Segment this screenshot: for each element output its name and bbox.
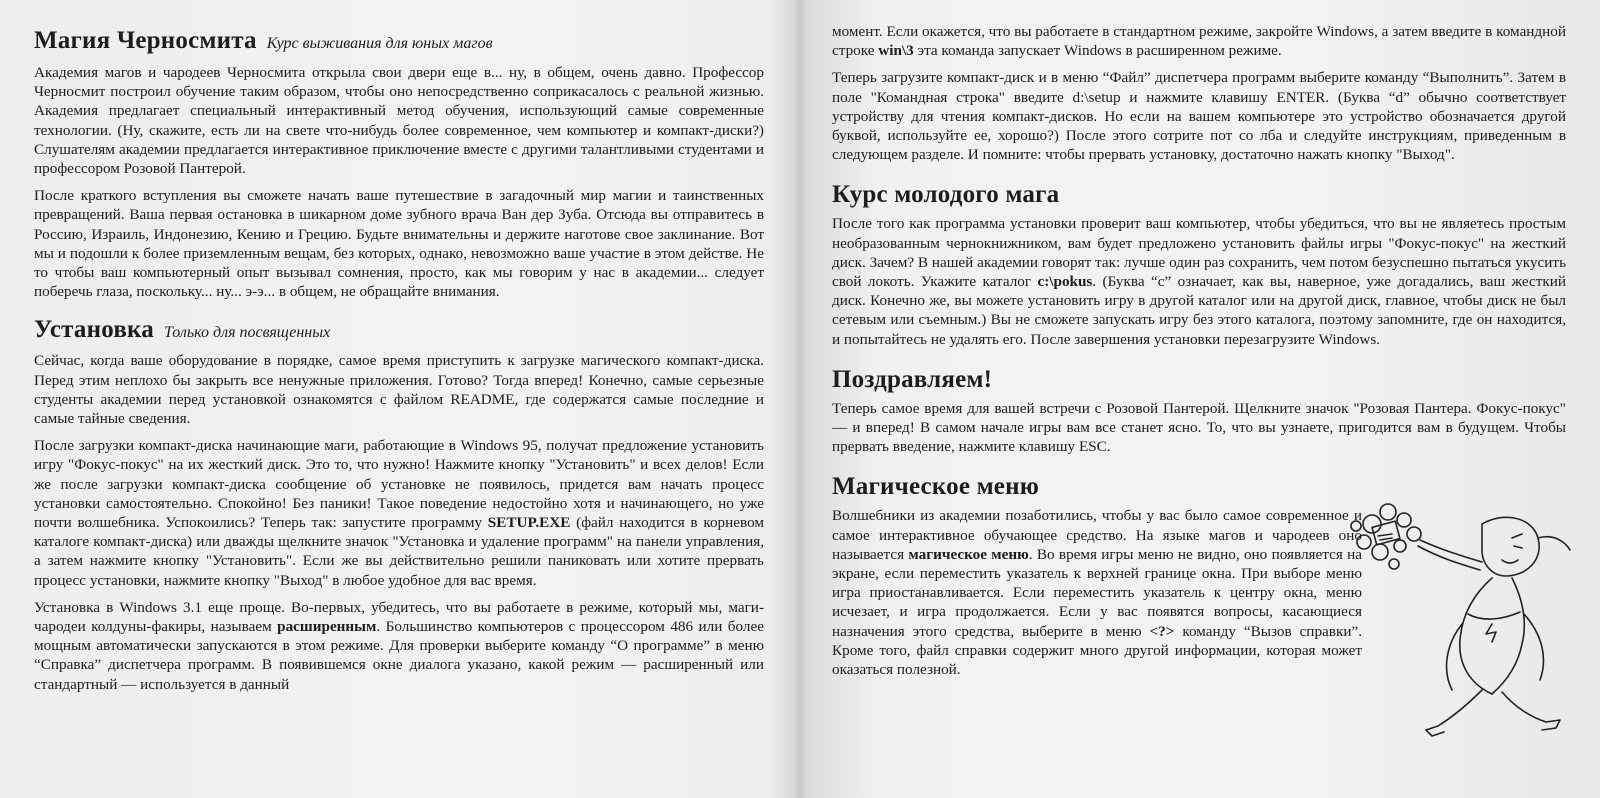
text-run: эта команда запускает Windows в расширенном режиме.: [913, 42, 1282, 60]
heading-young-mage-course: Курс молодого мага: [832, 181, 1060, 209]
continued-paragraph-1: [832, 22, 1566, 60]
heading-installation: [34, 315, 764, 348]
install-paragraph-3: [34, 598, 764, 694]
right-page: [800, 0, 1600, 798]
course-paragraph: [832, 214, 1566, 348]
setup-exe-text: SETUP.EXE: [487, 514, 571, 532]
text-run: (файл находится в корневом каталоге компакт-диска) или дважды щелкните значок "Установка и удаление программ" на панели управления, а затем нажмите кнопку "Установить". Если же вы действительно решили паниковать или хотите прервать процесс установки, нажмите кнопку "Выход" в любое удобное для вас время.: [34, 514, 764, 589]
text-run: команду “Вызов справки”. Кроме того, файл справки содержит много другой информации, которая может оказаться полезной.: [832, 622, 1362, 679]
text-run: Волшебники из академии позаботились, чтобы у вас было самое современное и самое интерактивное обучающее средство. На языке магов и чародеев оно называется: [832, 507, 1362, 563]
install-paragraph-1: Сейчас, когда ваше оборудование в порядке, самое время приступить к загрузке магического компакт-диска. Перед этим неплохо бы закрыть все ненужные приложения. Готово? Тогда вперед! Конечно, самые серьезные студенты академии перед установкой ознакомятся с файлом README, где содержатся самые последние и самые тайные сведения.: [34, 352, 764, 428]
heading-subtitle: Только для посвященных: [163, 324, 331, 342]
heading-subtitle: Курс выживания для юных магов: [266, 35, 493, 52]
text-run: Установка в Windows 3.1 еще проще. Во-первых, убедитесь, что вы работаете в режиме, который мы, маги-чародеи колдуны-факиры, называем: [34, 598, 764, 636]
install-paragraph-2: [34, 436, 764, 590]
text-run: После загрузки компакт-диска начинающие маги, работающие в Windows 95, получат предложение установить игру "Фокус-покус" на их жесткий диск. Это то, что нужно! Нажмите кнопку "Установить" и всех делов! Если же после загрузки компакт-диска сообщение об установке не появилось, придется вам начать процесс установки самостоятельно. Спокойно! Без паники! Такое поведение недостойно хотя и начинающего, но уже почти волшебника. Успокоились? Теперь так: запустите программу: [34, 437, 764, 532]
heading-chernosmith: [34, 26, 764, 59]
heading-congratulations: Поздравляем!: [832, 365, 993, 393]
text-run: момент. Если окажется, что вы работаете в стандартном режиме, закройте Windows, а затем введите в командной строке: [832, 23, 1567, 60]
continued-paragraph-2: Теперь загрузите компакт-диск и в меню “Файл” диспетчера программ выберите команду “Выполнить”. Затем в поле "Командная строка" введите d:\setup и нажмите клавишу ENTER. (Буква “d” обычно соответствует устройству для чтения компакт-дисков. Но если на вашем компьютере это устройство обозначается другой буквой, используйте ее, хорошо?) После этого сотрите пот со лба и следуйте инструкциям, приведенным в следующем разделе. И помните: чтобы прервать установку, достаточно нажать кнопку "Выход".: [832, 69, 1566, 164]
magic-menu-term: магическое меню: [908, 545, 1029, 563]
install-dir-text: c:\pokus: [1037, 273, 1093, 291]
heading-title: Установка: [34, 316, 154, 344]
text-run: . Большинство компьютеров с процессором 486 или более мощным автоматически запускаются в этом режиме. Для проверки выберите команду “О программе” в меню “Справка” диспетчера программ. В появившемся окне диалога указано, какой режим — расширенный или стандартный — используется в данный: [34, 618, 764, 693]
wizard-illustration: [1342, 494, 1582, 744]
intro-paragraph-1: Академия магов и чародеев Черносмита открыла свои двери еще в... ну, в общем, очень давно. Профессор Черносмит построил обучение таким образом, чтобы оно непосредственно соприкасалось с реальной жизнью. Академия предлагает специальный интерактивный метод обучения, использующий самые современные технологии. (Ну, скажите, есть ли на свете что-нибудь более современное, чем компьютер и компакт-диски?) Слушателям академии предлагается интерактивное приключение вместе с другими талантливыми студентами и профессором Розовой Пантерой.: [34, 64, 764, 178]
heading-magic-menu: Магическое меню: [832, 473, 1040, 501]
intro-paragraph-2: После краткого вступления вы сможете начать ваше путешествие в загадочный мир магии и таинственных превращений. Ваша первая остановка в шикарном доме зубного врача Ван дер Зуба. Отсюда вы отправитесь в Россию, Израиль, Индонезию, Кению и Грецию. Будьте внимательны и держите наготове свое заклинание. Вот мы и подошли к более приземленным вещам, без которых, однако, невозможно ваше участие в этом действе. Не то чтобы ваш компьютерный опыт вызывал сомнения, просто, как мы говорим у нас в академии... следует поберечь глаза, поскольку... ну... э-э... в общем, не обращайте внимания.: [34, 187, 764, 301]
enhanced-mode-text: расширенным: [277, 618, 377, 636]
text-run: После того как программа установки проверит ваш компьютер, чтобы убедиться, что вы не являетесь простым необразованным чернокнижником, вам будет предложено установить файлы игры "Фокус-покус" на жесткий диск. Зачем? В нашей академии говорят так: лучше один раз сохранить, чем потом безуспешно пытаться укусить свой локоть. Укажите каталог: [832, 215, 1566, 291]
win3-command-text: win\3: [878, 42, 914, 60]
text-run: . (Буква “с” означает, как вы, наверное, уже догадались, ваш жесткий диск. Конечно же, вы можете установить игру в другой каталог или на другой диск, главное, чтобы диск не был сетевым или съемным.) Вы не сможете запускать игру без этого каталога, поэтому запомните, где он находится, и попытайтесь не удалять его. После завершения установки перезагрузите Windows.: [832, 273, 1566, 348]
magic-menu-section: [832, 506, 1566, 679]
magic-menu-paragraph: [832, 506, 1362, 679]
help-menu-symbol: <?>: [1149, 622, 1175, 640]
text-run: . Во время игры меню не видно, оно появляется на экране, если переместить указатель к верхней границе окна. При выборе меню игра приостанавливается. Если переместить указатель к центру окна, меню исчезает, и игра продолжается. Если у вас появятся вопросы, касающиеся назначения этого средства, выберите в меню: [832, 545, 1362, 640]
congrats-paragraph: Теперь самое время для вашей встречи с Розовой Пантерой. Щелкните значок "Розовая Пантера. Фокус-покус" — и вперед! В самом начале игры вам все станет ясно. То, что вы узнаете, пригодится вам в будущем. Чтобы прервать введение, нажмите клавишу ESC.: [832, 399, 1566, 456]
heading-title: Магия Черносмита: [34, 27, 257, 54]
